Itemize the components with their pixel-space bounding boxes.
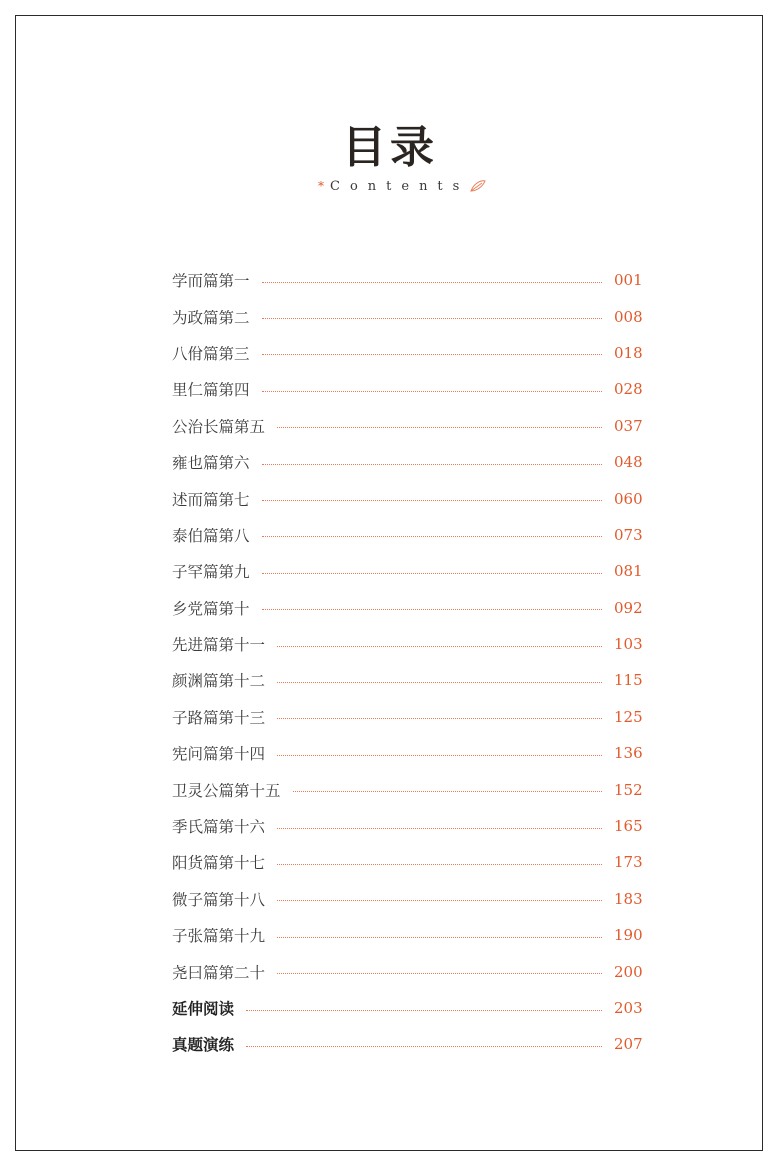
table-of-contents xyxy=(172,262,642,1063)
toc-dotted-leader xyxy=(246,1046,602,1047)
toc-entry-page: 207 xyxy=(614,1035,643,1054)
toc-entry[interactable] xyxy=(172,262,642,298)
toc-entry-label: 延伸阅读 xyxy=(172,1000,235,1018)
toc-entry[interactable] xyxy=(172,771,642,807)
toc-entry-page: 018 xyxy=(614,343,643,362)
toc-entry-page: 190 xyxy=(614,926,643,945)
toc-entry-label: 卫灵公篇第十五 xyxy=(172,781,281,800)
toc-entry-page: 165 xyxy=(614,817,643,836)
toc-entry-label: 子张篇第十九 xyxy=(172,927,266,946)
toc-entry-label: 泰伯篇第八 xyxy=(172,526,250,545)
toc-entry-page: 001 xyxy=(614,271,643,290)
toc-entry[interactable] xyxy=(172,1026,642,1062)
toc-entry-page: 081 xyxy=(614,562,643,581)
toc-dotted-leader xyxy=(277,900,602,901)
toc-dotted-leader xyxy=(277,937,602,938)
toc-dotted-leader xyxy=(262,573,602,574)
toc-entry[interactable] xyxy=(172,808,642,844)
toc-entry-page: 183 xyxy=(614,889,643,908)
toc-entry-page: 048 xyxy=(614,453,643,472)
toc-entry-label: 子路篇第十三 xyxy=(172,708,266,727)
toc-entry[interactable] xyxy=(172,626,642,662)
toc-entry-page: 028 xyxy=(614,380,643,399)
toc-dotted-leader xyxy=(246,1010,602,1011)
toc-entry-page: 173 xyxy=(614,853,643,872)
toc-entry-label: 先进篇第十一 xyxy=(172,636,266,655)
toc-entry-page: 092 xyxy=(614,598,643,617)
toc-entry-page: 203 xyxy=(614,999,643,1017)
toc-entry-label: 尧曰篇第二十 xyxy=(172,963,266,982)
toc-dotted-leader xyxy=(277,864,602,865)
toc-entry[interactable] xyxy=(172,844,642,880)
toc-entry[interactable] xyxy=(172,480,642,516)
toc-entry-label: 阳货篇第十七 xyxy=(172,854,266,873)
toc-entry-label: 学而篇第一 xyxy=(172,272,250,291)
toc-entry-label: 乡党篇第十 xyxy=(172,599,250,618)
toc-dotted-leader xyxy=(262,282,602,283)
toc-entry[interactable] xyxy=(172,371,642,407)
toc-entry-page: 200 xyxy=(614,962,643,981)
toc-entry-page: 152 xyxy=(614,780,643,799)
toc-entry[interactable] xyxy=(172,517,642,553)
toc-entry-label: 里仁篇第四 xyxy=(172,381,250,400)
toc-entry[interactable] xyxy=(172,553,642,589)
toc-entry-label: 述而篇第七 xyxy=(172,490,250,509)
toc-entry[interactable] xyxy=(172,335,642,371)
toc-entry[interactable] xyxy=(172,298,642,334)
toc-dotted-leader xyxy=(277,755,602,756)
page-subtitle xyxy=(318,176,487,196)
subtitle-text: Contents xyxy=(330,178,470,194)
toc-entry-label: 子罕篇第九 xyxy=(172,563,250,582)
toc-entry-label: 季氏篇第十六 xyxy=(172,818,266,837)
toc-entry[interactable] xyxy=(172,881,642,917)
toc-entry-page: 008 xyxy=(614,307,643,326)
toc-entry-label: 雍也篇第六 xyxy=(172,454,250,473)
toc-entry-label: 为政篇第二 xyxy=(172,308,250,327)
leaf-icon xyxy=(469,179,487,193)
toc-entry[interactable] xyxy=(172,735,642,771)
toc-entry[interactable] xyxy=(172,662,642,698)
toc-dotted-leader xyxy=(262,391,602,392)
toc-dotted-leader xyxy=(262,318,602,319)
toc-dotted-leader xyxy=(293,791,602,792)
toc-entry-page: 115 xyxy=(614,671,643,690)
toc-entry[interactable] xyxy=(172,408,642,444)
toc-dotted-leader xyxy=(262,354,602,355)
toc-entry-page: 136 xyxy=(614,744,643,763)
toc-entry[interactable] xyxy=(172,990,642,1026)
toc-entry[interactable] xyxy=(172,953,642,989)
toc-entry-page: 125 xyxy=(614,707,643,726)
page-title: 目录 xyxy=(342,122,438,173)
toc-entry-page: 103 xyxy=(614,635,643,654)
toc-dotted-leader xyxy=(262,500,602,501)
toc-entry-label: 宪问篇第十四 xyxy=(172,745,266,764)
toc-dotted-leader xyxy=(277,828,602,829)
star-icon: * xyxy=(318,179,326,193)
toc-entry-label: 微子篇第十八 xyxy=(172,890,266,909)
toc-entry-page: 060 xyxy=(614,489,643,508)
toc-dotted-leader xyxy=(277,646,602,647)
toc-dotted-leader xyxy=(262,536,602,537)
toc-entry[interactable] xyxy=(172,444,642,480)
toc-dotted-leader xyxy=(262,464,602,465)
toc-entry-label: 八佾篇第三 xyxy=(172,344,250,363)
toc-dotted-leader xyxy=(277,427,602,428)
toc-entry[interactable] xyxy=(172,699,642,735)
toc-entry-page: 037 xyxy=(614,416,643,435)
toc-dotted-leader xyxy=(277,973,602,974)
toc-entry-page: 073 xyxy=(614,525,643,544)
toc-dotted-leader xyxy=(277,682,602,683)
toc-entry[interactable] xyxy=(172,590,642,626)
toc-dotted-leader xyxy=(262,609,602,610)
toc-entry-label: 颜渊篇第十二 xyxy=(172,672,266,691)
toc-dotted-leader xyxy=(277,718,602,719)
toc-entry-label: 公治长篇第五 xyxy=(172,417,266,436)
toc-entry[interactable] xyxy=(172,917,642,953)
toc-entry-label: 真题演练 xyxy=(172,1036,235,1055)
